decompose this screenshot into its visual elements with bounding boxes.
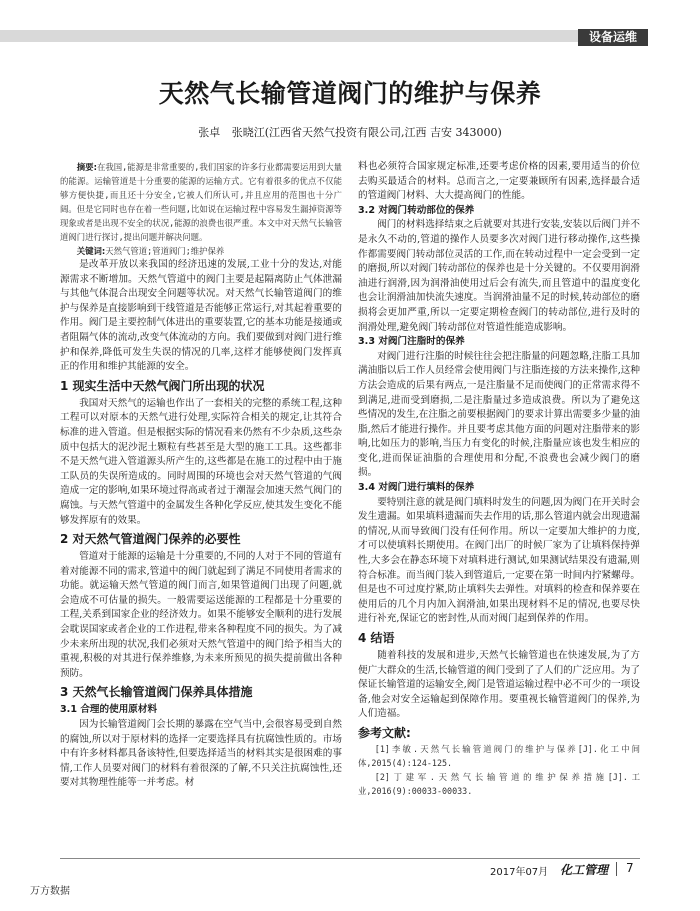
watermark: 万方数据 [30,886,70,897]
magazine-logo: 化工管理 [560,863,609,877]
section-2-paragraph: 管道对于能源的运输是十分重要的,不同的人对于不同的管道有着对能源不同的需求,管道中的阀门就起到了满足不同使用者需求的功能。就运输天然气管道的阀门而言,如果管道阀门出现了问题,就会造成不可估量的损失。一般需要运送能源的工程都是十分重要的工程,关系到国家企业的经济效力。如果不能够安全顺利的进行发展会耽误国家或者企业的工作进程,带来各种程度不同的损失。为了减少未来所出现的状况,我们必须对天然气管道中的阀门给予相当大的重视,积极的对其进行保养维修,为未来所预见的损失提前做出各种预防。 [60,551,342,679]
author-1: 张卓 [198,126,221,139]
section-3-2-heading: 3.2 对阀门转动部位的保养 [358,204,475,216]
abstract-text: 在我国,能源是非常重要的,我们国家的许多行业都需要运用到大量的能源。运输管道是十分重要的能源的运输方式。它有着很多的优点不仅能够方便快捷,而且还十分安全,它被人们所认可,并且应用的范围也十分广阔。但是它同时也存在着一些问题,比如说在运输过程中容易发生漏掉资源等现象或者是出现不安全的状况,能源的浪费也很严重。本文中对天然气长输管道阀门进行探讨,提出问题并解决问题。 [60,162,342,242]
section-3-3-paragraph: 对阀门进行注脂的时候往往会把注脂量的问题忽略,注脂工具加满油脂以后工作人员经常会使用阀门与注脂连接的方法来操作,这种方法会造成的后果有两点,一是注脂量不足而使阀门的正常需求得不到满足,进而受到磨损,二是注脂量过多造成浪费。所以为了避免这些情况的发生,在注脂之前要根据阀门的要求计算出需要多少量的油脂,然后才能进行操作。并且要考虑其他方面的问题对注脂带来的影响,比如压力的影响,当压力有变化的时候,注脂量应该也发生相应的变化,进而保证油脂的合理使用和分配,不浪费也会减少阀门的磨损。 [358,350,640,479]
reference-item: [2]丁建军.天然气长输管道的维护保养措施[J].工业,2016(9):00033-00033. [358,771,640,796]
footer-divider [60,858,640,859]
section-1-heading: 1 现实生活中天然气阀门所出现的状况 [60,378,265,393]
section-3-4-paragraph: 要特别注意的就是阀门填料时发生的问题,因为阀门在开关时会发生遗漏。如果填料遗漏而失去作用的话,那么管道内就会出现遗漏的情况,从而导致阀门没有任何作用。所以一定要加大维护的力度,才可以使填料长期使用。在阀门出厂的时候厂家为了让填料保持弹性,大多会在静态环境下对填料进行测试,如果测试结果没有遗漏,则符合标准。而当阀门装入到管道后,一定要在第一时间内拧紧螺母。但是也不可过度拧紧,防止填料失去弹性。对填料的检查和保养要在使用后的几个月内加入润滑油,如果出现材料不足的情况,也要尽快进行补充,保证它的密封性,从而对阀门起到保养的作用。 [358,496,640,625]
abstract-label: 摘要: [76,162,97,172]
abstract [60,160,342,244]
section-3-4-heading: 3.4 对阀门进行填料的保养 [358,482,475,494]
section-3-2-paragraph: 阀门的材料选择结束之后就要对其进行安装,安装以后阀门并不是永久不动的,管道的操作人员要多次对阀门进行移动操作,这些操作都需要阀门转动部位灵活的工作,而在转动过程中一定会受到一定的磨损,所以对阀门转动部位的保养也是十分关键的。不仅要用润滑油进行润滑,因为润滑油使用过后会有流失,而且管道中的温度变化也会让润滑油加快流失速度。当润滑油量不足的时候,转动部位的磨损将会更加严重,所以一定要定期检查阀门的转动部位,进行及时的润滑处理,避免阀门转动部位对管道性能造成影响。 [358,219,640,333]
left-column [60,160,342,791]
section-3-1-heading: 3.1 合理的使用原材料 [60,704,158,716]
section-3-heading: 3 天然气长输管道阀门保养具体措施 [60,685,253,700]
section-tab: 设备运维 [578,29,648,46]
footer-separator [616,862,617,876]
author-2: 张晓江(江西省天然气投资有限公司,江西 吉安 343000) [231,126,502,139]
section-3-1-paragraph-cont: 料也必须符合国家规定标准,还要考虑价格的因素,要用适当的价位去购买最适合的材料。总而言之,一定要兼顾所有因素,选择最合适的管道阀门材料、大大提高阀门的性能。 [358,161,640,202]
reference-item: [1]李敏.天然气长输管道阀门的维护与保养[J].化工中间体,2015(4):124-125. [358,743,640,768]
article-title: 天然气长输管道阀门的维护与保养 [158,79,542,108]
keywords [60,244,342,258]
author-line [0,124,700,140]
section-2-heading: 2 对天然气管道阀门保养的必要性 [60,532,241,547]
keywords-text: 天然气管道;管道阀门;维护保养 [105,246,225,256]
footer-date: 2017年07月 [490,867,549,878]
section-1-paragraph: 我国对天然气的运输也作出了一套相关的完整的系统工程,这种工程可以对原本的天然气进行处理,实际符合相关的规定,让其符合标准的进入管道。但是根据实际的情况看来仍然有不少杂质,这些杂质中包括大的泥沙泥土颗粒有些甚至是大型的施工工具。这些都非不是天然气进入管道源头所产生的,这些都是在施工的过程中由于施工队员的失误所造成的。同时周围的环境也会对天然气管道的气阀造成一定的影响,如果环境过得高或者过于潮湿会加速天然气阀门的腐蚀。与天然气管道中的金属发生各种化学反应,使其发生变化不能够发挥原有的效果。 [60,397,342,526]
right-column [358,160,640,798]
page-number: 7 [626,861,634,875]
references-heading: 参考文献: [358,725,411,740]
section-4-paragraph: 随着科技的发展和进步,天然气长输管道也在快速发展,为了方便广大群众的生活,长输管道的阀门受到了了人们的广泛应用。为了保证长输管道的运输安全,阀门是管道运输过程中必不可少的一项设备,他会对安全运输起到保障作用。要重视长输管道阀门的保养,为人们造福。 [358,650,640,720]
intro-paragraph: 是改革开放以来我国的经济迅速的发展,工业十分的发达,对能源需求不断增加。天然气管道中的阀门主要是起隔离防止气体泄漏与其他气体混合出现安全问题等状况。对天然气长输管道阀门的维护与保养是直接影响到干线管道是否能够正常运行,对其起着重要的作用。阀门是主要控制气体进出的重要装置,它的基本功能是接通或者阻隔气体的流动,改变气体流动的方向。我们要做到对阀门进行维护和保养,降低可发生失误的情况的几率,这样才能够使阀门发挥真正的作用和维护其能源的安全。 [60,259,342,373]
section-3-3-heading: 3.3 对阀门注脂时的保养 [358,336,465,348]
header-bar [0,30,640,42]
section-4-heading: 4 结语 [358,631,395,645]
section-3-1-paragraph: 因为长输管道阀门会长期的暴露在空气当中,会很容易受到自然的腐蚀,所以对于原材料的选择一定要选择具有抗腐蚀性质的。市场中有许多材料都具备该特性,但要选择适当的材料其实是很困难的事情,工作人员要对阀门的材料有着很深的了解,不只关注抗腐蚀性,还要对其物理性能等一并考虑。材 [60,719,342,789]
keywords-label: 关键词: [76,246,106,256]
